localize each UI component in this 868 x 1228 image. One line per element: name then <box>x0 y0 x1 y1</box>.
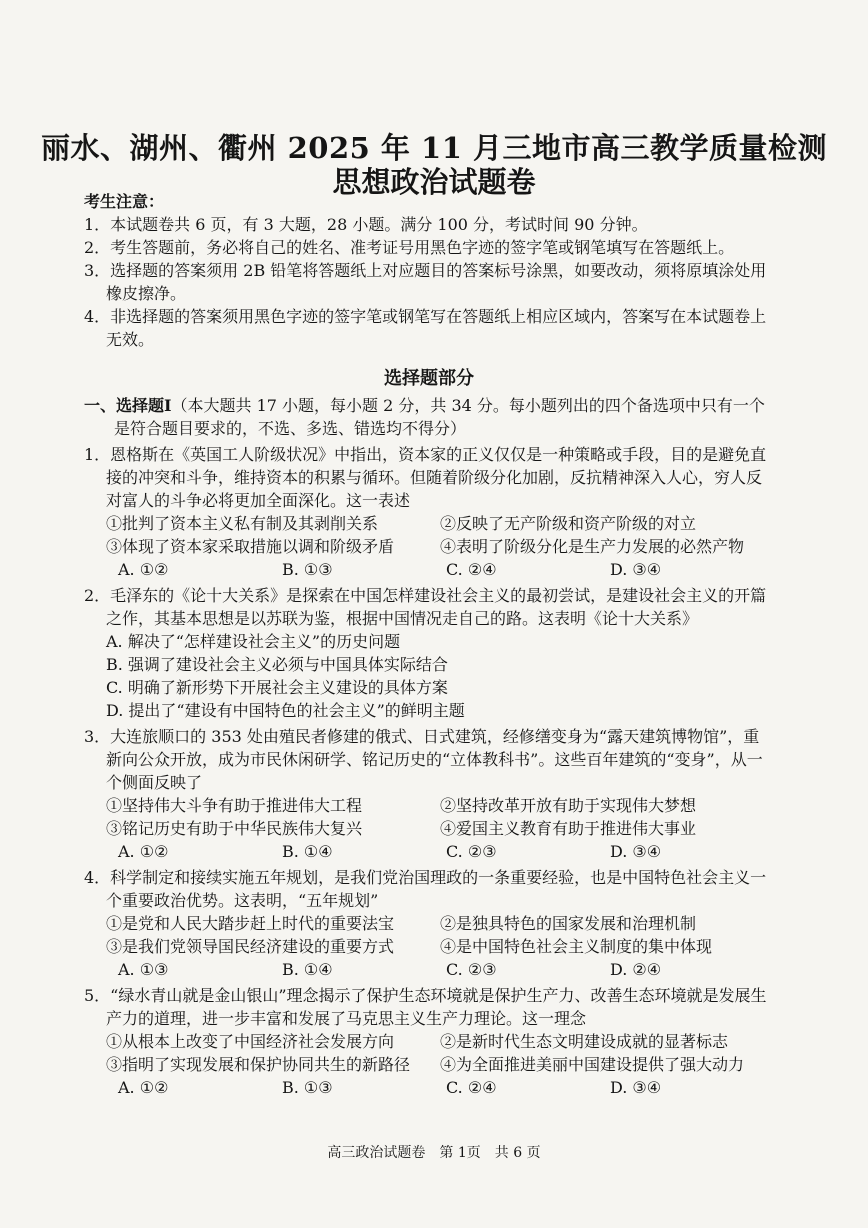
statement-item: ①批判了资本主义私有制及其剥削关系 <box>106 514 379 533</box>
question-4-items <box>84 912 774 981</box>
exam-title: 丽水、湖州、衢州 2025 年 11 月三地市高三教学质量检测 <box>41 131 827 165</box>
question-2-stem: 2．毛泽东的《论十大关系》是探索在中国怎样建设社会主义的最初尝试，是建设社会主义的开篇之作，其基本思想是以苏联为鉴，根据中国情况走自己的路。这表明《论十大关系》 <box>84 586 767 628</box>
exam-body <box>84 190 774 1099</box>
statement-item: ②是独具特色的国家发展和治理机制 <box>440 914 697 933</box>
notice-item: 4．非选择题的答案须用黑色字迹的签字笔或钢笔写在答题纸上相应区域内，答案写在本试题卷上无效。 <box>84 307 767 349</box>
statement-item: ③铭记历史有助于中华民族伟大复兴 <box>106 819 363 838</box>
statement-item: ③体现了资本家采取措施以调和阶级矛盾 <box>106 537 395 556</box>
choice-c: C. ②③ <box>446 960 497 979</box>
statement-item: ①是党和人民大踏步赶上时代的重要法宝 <box>106 914 395 933</box>
choice-b: B. ①③ <box>282 560 333 579</box>
choice-b: B. 强调了建设社会主义必须与中国具体实际结合 <box>106 655 448 674</box>
statement-item: ④表明了阶级分化是生产力发展的必然产物 <box>440 537 745 556</box>
choice-b: B. ①④ <box>282 842 333 861</box>
notice-item: 2．考生答题前，务必将自己的姓名、准考证号用黑色字迹的签字笔或钢笔填写在答题纸上。 <box>84 238 735 257</box>
statement-item: ②反映了无产阶级和资产阶级的对立 <box>440 514 697 533</box>
section-title: 选择题部分 <box>384 368 474 389</box>
choice-d: D. 提出了“建设有中国特色的社会主义”的鲜明主题 <box>106 701 465 720</box>
choice-d: D. ③④ <box>610 1078 662 1097</box>
statement-item: ④爱国主义教育有助于推进伟大事业 <box>440 819 697 838</box>
choice-c: C. ②④ <box>446 1078 497 1097</box>
question-1-items <box>84 512 774 581</box>
statement-item: ④为全面推进美丽中国建设提供了强大动力 <box>440 1055 745 1074</box>
choice-d: D. ③④ <box>610 842 662 861</box>
choice-d: D. ②④ <box>610 960 662 979</box>
statement-item: ①坚持伟大斗争有助于推进伟大工程 <box>106 796 363 815</box>
page-footer: 高三政治试题卷 第 1页 共 6 页 <box>327 1145 541 1161</box>
question-2-options <box>84 630 774 722</box>
question-3-items <box>84 794 774 863</box>
notice-heading: 考生注意： <box>84 192 165 211</box>
choice-a: A. ①② <box>118 842 169 861</box>
choice-a: A. 解决了“怎样建设社会主义”的历史问题 <box>106 632 401 651</box>
statement-item: ②坚持改革开放有助于实现伟大梦想 <box>440 796 697 815</box>
part-description: （本大题共 17 小题，每小题 2 分，共 34 分。每小题列出的四个备选项中只有一个是符合题目要求的，不选、多选、错选均不得分） <box>114 396 765 438</box>
question-1-stem: 1．恩格斯在《英国工人阶级状况》中指出，资本家的正义仅仅是一种策略或手段，目的是避免直接的冲突和斗争，维持资本的积累与循环。但随着阶级分化加剧，反抗精神深入人心，穷人反对富人的斗争必将更加全面深化。这一表述 <box>84 445 767 510</box>
question-5-items <box>84 1030 774 1099</box>
statement-item: ②是新时代生态文明建设成就的显著标志 <box>440 1032 729 1051</box>
choice-b: B. ①④ <box>282 960 333 979</box>
choice-c: C. 明确了新形势下开展社会主义建设的具体方案 <box>106 678 448 697</box>
statement-item: ④是中国特色社会主义制度的集中体现 <box>440 937 713 956</box>
statement-item: ③是我们党领导国民经济建设的重要方式 <box>106 937 395 956</box>
question-4-stem: 4．科学制定和接续实施五年规划，是我们党治国理政的一条重要经验，也是中国特色社会主义一个重要政治优势。这表明，“五年规划” <box>84 868 767 910</box>
notice-item: 1．本试题卷共 6 页，有 3 大题，28 小题。满分 100 分，考试时间 90 分钟。 <box>84 215 648 234</box>
notice-item: 3．选择题的答案须用 2B 铅笔将答题纸上对应题目的答案标号涂黑，如要改动，须将原填涂处用橡皮擦净。 <box>84 261 767 303</box>
choice-c: C. ②③ <box>446 842 497 861</box>
question-5-stem: 5．“绿水青山就是金山银山”理念揭示了保护生态环境就是保护生产力、改善生态环境就是发展生产力的道理，进一步丰富和发展了马克思主义生产力理论。这一理念 <box>84 986 767 1028</box>
part-heading <box>84 394 774 440</box>
choice-a: A. ①③ <box>118 960 169 979</box>
choice-a: A. ①② <box>118 1078 169 1097</box>
statement-item: ①从根本上改变了中国经济社会发展方向 <box>106 1032 395 1051</box>
choice-a: A. ①② <box>118 560 169 579</box>
part-label: 一、选择题Ⅰ <box>84 396 172 415</box>
exam-subtitle: 思想政治试题卷 <box>332 165 536 199</box>
choice-b: B. ①③ <box>282 1078 333 1097</box>
choice-c: C. ②④ <box>446 560 497 579</box>
statement-item: ③指明了实现发展和保护协同共生的新路径 <box>106 1055 411 1074</box>
question-3-stem: 3．大连旅顺口的 353 处由殖民者修建的俄式、日式建筑，经修缮变身为“露天建筑博物馆”，重新向公众开放，成为市民休闲研学、铭记历史的“立体教科书”。这些百年建筑的“变身”，从一个侧面反映了 <box>84 727 763 792</box>
choice-d: D. ③④ <box>610 560 662 579</box>
